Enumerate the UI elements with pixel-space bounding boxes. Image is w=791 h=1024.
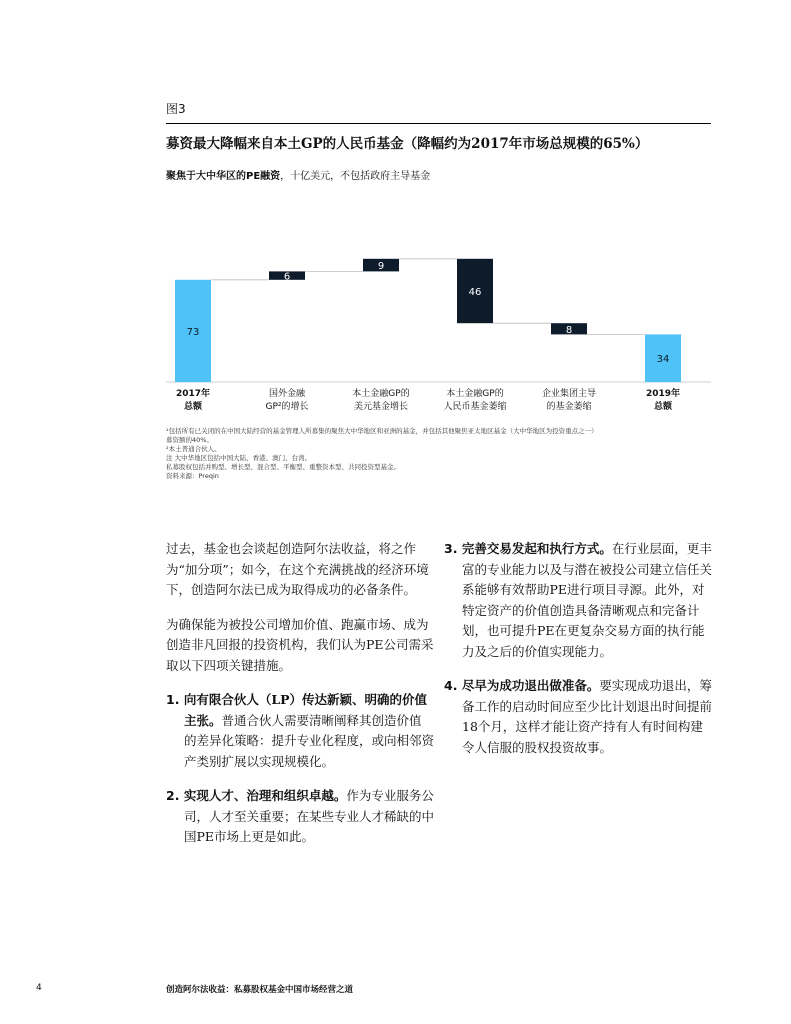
key-measure-1: [166, 690, 434, 772]
key-measure-2: [166, 786, 434, 848]
chart-notes: [166, 427, 726, 481]
note-line-3: 注 大中华地区包括中国大陆、香港、澳门、台湾。: [166, 454, 312, 462]
key-measure-number: 1.: [166, 692, 184, 707]
figure-title: 募资最大降幅来自本土GP的人民币基金（降幅约为2017年市场总规模的65%）: [166, 136, 649, 152]
category-label-4: 企业集团主导 的基金萎缩: [541, 389, 596, 412]
key-measure-number: 2.: [166, 788, 184, 803]
key-measure-text: 普通合伙人需要清晰阐释其创造价值的差异化策略：提升专业化程度，或向相邻资产类别扩展以实现规模化。: [184, 712, 435, 769]
body-left-column: [166, 539, 434, 862]
note-line-0: ¹包括所有已关闭的在中国大陆经营的基金管理人所募集的聚焦大中华地区和亚洲的基金，并包括其他聚焦亚太地区基金（大中华地区为投资重点之一）: [166, 427, 598, 435]
key-measure-heading: 实现人才、治理和组织卓越。: [183, 788, 347, 803]
category-label-0: 2017年 总额: [175, 389, 211, 412]
key-measure-number: 3.: [444, 541, 462, 556]
category-label-2: 本土金融GP的 美元基金增长: [352, 389, 410, 412]
data-label-2: 9: [377, 261, 385, 273]
category-label-5: 2019年 总额: [645, 389, 681, 412]
key-measure-text: 在行业层面，更丰富的专业能力以及与潜在被投公司建立信任关系能够有效帮助PE进行项目寻源。此外，对特定资产的价值创造具备清晰观点和完备计划，也可提升PE在更复杂交易方面的执行能力及之后的价值实现能力。: [462, 541, 713, 659]
body-paragraph-1: 为确保能为被投公司增加价值、跑赢市场、成为创造非凡回报的投资机构，我们认为PE公司需采取以下四项关键措施。: [166, 616, 434, 673]
note-line-4: 私募股权包括并购型、增长型、混合型、平衡型、重整资本型、共同投资型基金。: [166, 463, 400, 471]
key-measure-heading: 向有限合伙人（LP）传达新颖、明确的价值主张。: [183, 692, 428, 728]
key-measure-4: [444, 676, 714, 758]
figure-divider: [166, 123, 711, 124]
figure-subtitle: [166, 167, 430, 182]
category-label-1: 国外金融 GP²的增长: [265, 389, 309, 412]
key-measure-heading: 完善交易发起和执行方式。: [461, 541, 612, 556]
category-label-3: 本土金融GP的 人民币基金萎缩: [443, 389, 507, 412]
data-label-4: 8: [565, 324, 573, 336]
data-label-0: 73: [186, 326, 200, 338]
figure-label: 图3: [166, 102, 186, 116]
key-measure-heading: 尽早为成功退出做准备。: [461, 678, 600, 693]
data-label-1: 6: [283, 271, 291, 283]
page-number: 4: [36, 983, 42, 993]
note-line-2: ²本土普通合伙人。: [166, 445, 221, 453]
key-measure-number: 4.: [444, 678, 462, 693]
body-right-column: [444, 539, 714, 772]
key-measure-text: 作为专业服务公司，人才至关重要；在某些专业人才稀缺的中国PE市场上更是如此。: [184, 788, 435, 844]
footer-title: 创造阿尔法收益：私募股权基金中国市场经营之道: [166, 985, 354, 995]
figure-subtitle-bold: 聚焦于大中华区的PE融资: [166, 171, 281, 182]
body-paragraph-0: 过去，基金也会谈起创造阿尔法收益，将之作为“加分项”；如今，在这个充满挑战的经济环境下，创造阿尔法已成为取得成功的必备条件。: [166, 541, 429, 597]
note-line-5: 资料来源：Preqin: [166, 472, 219, 480]
figure-subtitle-rest: ，十亿美元，不包括政府主导基金: [280, 171, 431, 182]
key-measure-3: [444, 539, 714, 662]
data-label-3: 46: [468, 287, 482, 298]
key-measure-text: 要实现成功退出，筹备工作的启动时间应至少比计划退出时间提前18个月，这样才能让资产持有人有时间构建令人信服的股权投资故事。: [462, 678, 713, 755]
data-label-5: 34: [656, 354, 670, 366]
note-line-1: 募资额的40%。: [166, 436, 213, 444]
